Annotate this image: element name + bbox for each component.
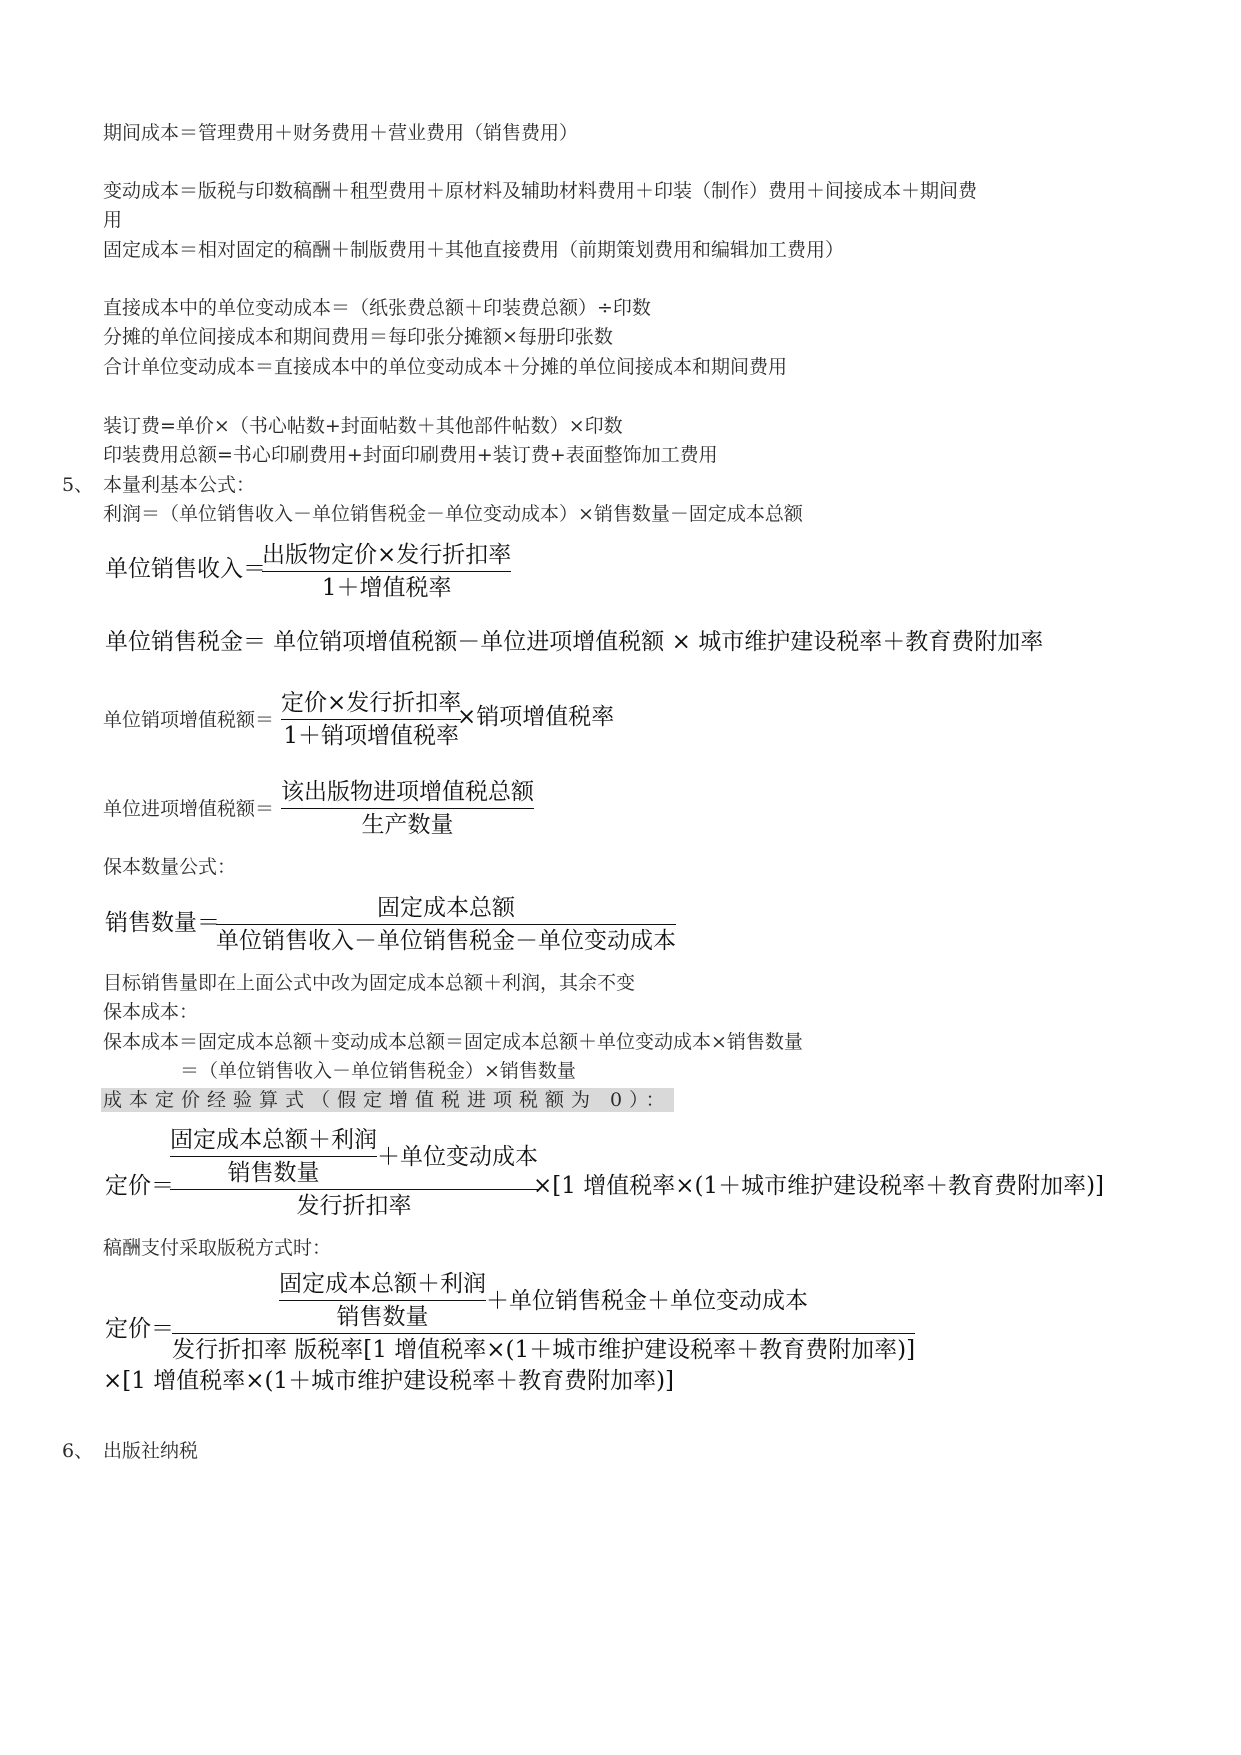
inner-fraction-bar xyxy=(170,1156,377,1157)
fraction-numerator xyxy=(170,1126,538,1187)
inner-fraction-bar xyxy=(279,1300,486,1301)
formula-fraction xyxy=(281,689,461,750)
fraction-numerator: 固定成本总额 xyxy=(377,895,515,921)
formula-complex-fraction xyxy=(172,1270,915,1364)
text-line: 用 xyxy=(103,209,123,231)
fraction-denominator: 生产数量 xyxy=(361,812,454,838)
fraction-bar xyxy=(281,719,461,720)
formula-lhs: 定价＝ xyxy=(105,1316,174,1342)
text-line: 目标销售量即在上面公式中改为固定成本总额＋利润，其余不变 xyxy=(103,972,636,994)
inner-denominator: 销售数量 xyxy=(336,1304,429,1330)
fraction-bar xyxy=(281,808,534,809)
fraction-numerator: 出版物定价×发行折扣率 xyxy=(262,542,512,568)
fraction-numerator: 该出版物进项增值税总额 xyxy=(281,779,534,805)
formula-fraction xyxy=(262,541,511,602)
section-number: 6、 xyxy=(62,1440,94,1462)
section-number: 5、 xyxy=(62,474,94,496)
fraction-denominator: 1＋增值税率 xyxy=(321,575,452,601)
text-line: 印装费用总额=书心印刷费用+封面印刷费用+装订费+表面整饰加工费用 xyxy=(103,444,718,466)
text-line: 保本成本： xyxy=(103,1001,199,1023)
inner-numerator: 固定成本总额＋利润 xyxy=(279,1271,487,1297)
fraction-bar xyxy=(216,924,676,925)
text-line: 保本成本＝固定成本总额＋变动成本总额＝固定成本总额＋单位变动成本×销售数量 xyxy=(103,1031,803,1053)
formula-fraction xyxy=(216,894,676,955)
formula-rhs: ×销项增值税率 xyxy=(457,704,615,730)
text-line: 保本数量公式： xyxy=(103,856,237,878)
numerator-tail: ＋单位销售税金＋单位变动成本 xyxy=(486,1287,809,1314)
formula-lhs: 销售数量＝ xyxy=(105,910,220,936)
text-line: 装订费=单价×（书心帖数+封面帖数＋其他部件帖数）×印数 xyxy=(103,415,623,437)
text-line: 期间成本＝管理费用＋财务费用＋营业费用（销售费用） xyxy=(103,122,579,144)
section-heading: 出版社纳税 xyxy=(103,1440,199,1462)
fraction-denominator: 发行折扣率 版税率[1 增值税率×(1＋城市维护建设税率＋教育费附加率)] xyxy=(172,1337,916,1363)
fraction-denominator: 单位销售收入－单位销售税金－单位变动成本 xyxy=(216,928,676,954)
formula-lhs: 单位进项增值税额＝ xyxy=(103,798,275,820)
fraction-bar xyxy=(262,571,511,572)
formula-lhs: 单位销售收入＝ xyxy=(105,556,266,582)
inner-denominator: 销售数量 xyxy=(227,1160,320,1186)
fraction-denominator: 1＋销项增值税率 xyxy=(283,723,459,749)
formula-line: 单位销售税金＝ 单位销项增值税额－单位进项增值税额 × 城市维护建设税率＋教育费附加率 xyxy=(105,629,1044,655)
text-line: 分摊的单位间接成本和期间费用＝每印张分摊额×每册印张数 xyxy=(103,326,613,348)
formula-rhs: ×[1 增值税率×(1＋城市维护建设税率＋教育费附加率)] xyxy=(533,1173,1105,1199)
fraction-bar xyxy=(170,1189,538,1190)
formula-complex-fraction xyxy=(170,1126,538,1220)
text-line: 合计单位变动成本＝直接成本中的单位变动成本＋分摊的单位间接成本和期间费用 xyxy=(103,356,788,378)
text-line: 直接成本中的单位变动成本＝（纸张费总额＋印装费总额）÷印数 xyxy=(103,297,651,319)
fraction-numerator xyxy=(279,1270,808,1331)
text-line: 稿酬支付采取版税方式时： xyxy=(103,1237,332,1259)
inner-fraction xyxy=(170,1126,377,1187)
formula-lhs: 单位销项增值税额＝ xyxy=(103,709,275,731)
inner-numerator: 固定成本总额＋利润 xyxy=(170,1127,377,1153)
numerator-tail: ＋单位变动成本 xyxy=(377,1143,538,1170)
fraction-denominator: 发行折扣率 xyxy=(296,1193,412,1219)
text-line: ＝（单位销售收入－单位销售税金）×销售数量 xyxy=(180,1060,576,1082)
formula-fraction xyxy=(281,778,534,839)
text-line: 变动成本＝版税与印数稿酬＋租型费用＋原材料及辅助材料费用＋印装（制作）费用＋间接成本＋期间费 xyxy=(103,180,978,202)
text-line: 利润＝（单位销售收入－单位销售税金－单位变动成本）×销售数量－固定成本总额 xyxy=(103,503,803,525)
fraction-numerator: 定价×发行折扣率 xyxy=(281,690,462,716)
formula-lhs: 定价＝ xyxy=(105,1173,174,1199)
inner-fraction xyxy=(279,1270,486,1331)
formula-tail: ×[1 增值税率×(1＋城市维护建设税率＋教育费附加率)] xyxy=(103,1368,675,1394)
fraction-bar xyxy=(172,1333,915,1334)
section-heading: 本量利基本公式： xyxy=(103,474,256,496)
highlighted-heading: 成本定价经验算式（假定增值税进项税额为 0）： xyxy=(103,1089,672,1111)
text-line: 固定成本＝相对固定的稿酬＋制版费用＋其他直接费用（前期策划费用和编辑加工费用） xyxy=(103,239,845,261)
